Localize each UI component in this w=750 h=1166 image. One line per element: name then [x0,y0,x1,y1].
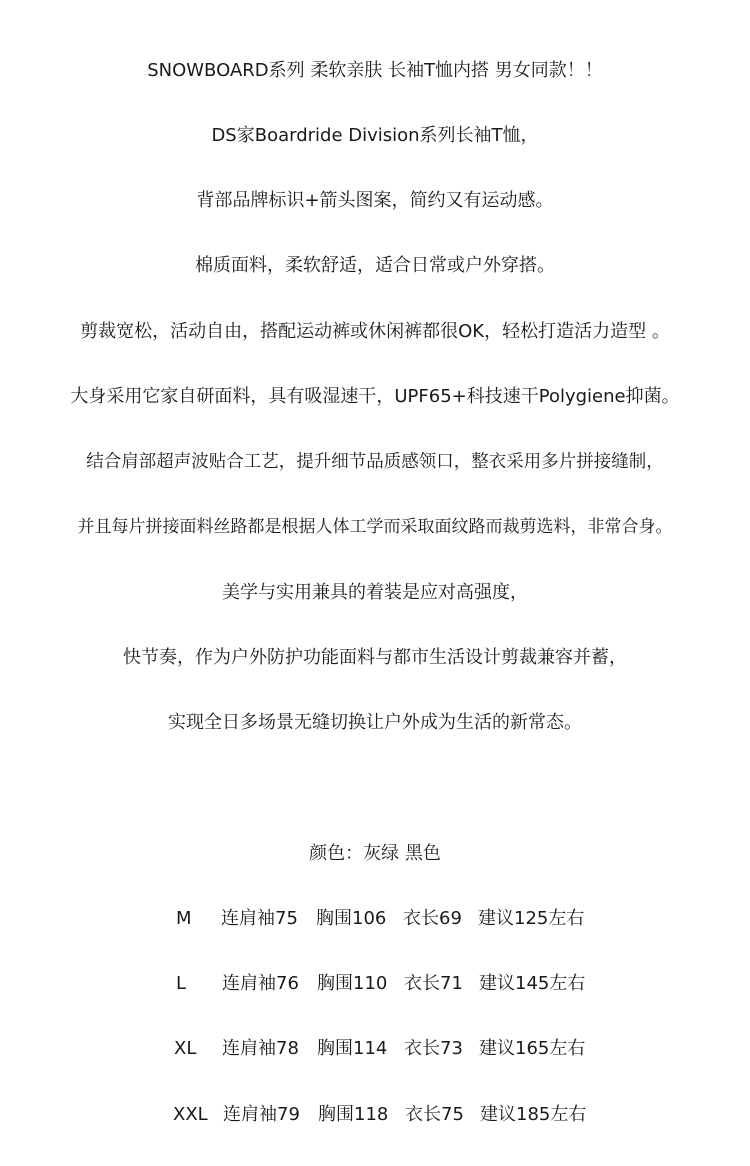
description-line: 快节奏，作为户外防护功能面料与都市生活设计剪裁兼容并蓄， [123,647,627,668]
description-line: 并且每片拼接面料丝路都是根据人体工学而采取面纹路而裁剪选料，非常合身。 [77,517,673,537]
size-label: XL [174,1038,197,1059]
chest-measure: 胸围114 [317,1038,388,1059]
size-label: XXL [173,1104,208,1125]
chest-measure: 胸围106 [316,908,387,929]
size-row [0,972,750,996]
height-suggestion: 建议185左右 [480,1104,587,1125]
chest-measure: 胸围118 [318,1104,389,1125]
description-line: 剪裁宽松，活动自由，搭配运动裤或休闲裤都很OK，轻松打造活力造型 。 [80,321,670,342]
color-options: 颜色：灰绿 黑色 [309,843,441,864]
size-label: M [176,908,192,929]
description-line: 美学与实用兼具的着装是应对高强度， [222,582,528,603]
size-row [0,907,750,931]
sleeve-measure: 连肩袖76 [222,973,299,994]
length-measure: 衣长73 [404,1038,463,1059]
sleeve-measure: 连肩袖75 [221,908,298,929]
size-row [0,1103,750,1127]
description-line: DS家Boardride Division系列长袖T恤， [211,125,539,146]
sleeve-measure: 连肩袖79 [223,1104,300,1125]
length-measure: 衣长69 [403,908,462,929]
height-suggestion: 建议125左右 [478,908,585,929]
chest-measure: 胸围110 [317,973,388,994]
length-measure: 衣长75 [405,1104,464,1125]
description-line: 背部品牌标识+箭头图案，简约又有运动感。 [196,190,554,211]
description-line: 实现全日多场景无缝切换让户外成为生活的新常态。 [168,712,582,733]
sleeve-measure: 连肩袖78 [222,1038,299,1059]
description-line: 结合肩部超声波贴合工艺，提升细节品质感领口，整衣采用多片拼接缝制， [86,452,664,472]
description-line: 棉质面料，柔软舒适，适合日常或户外穿搭。 [195,255,555,276]
height-suggestion: 建议165左右 [479,1038,586,1059]
size-row [0,1037,750,1061]
length-measure: 衣长71 [404,973,463,994]
height-suggestion: 建议145左右 [479,973,586,994]
size-label: L [176,973,187,994]
description-line: 大身采用它家自研面料，具有吸湿速干，UPF65+科技速干Polygiene抑菌。 [70,386,680,407]
description-line: SNOWBOARD系列 柔软亲肤 长袖T恤内搭 男女同款！！ [147,60,603,81]
